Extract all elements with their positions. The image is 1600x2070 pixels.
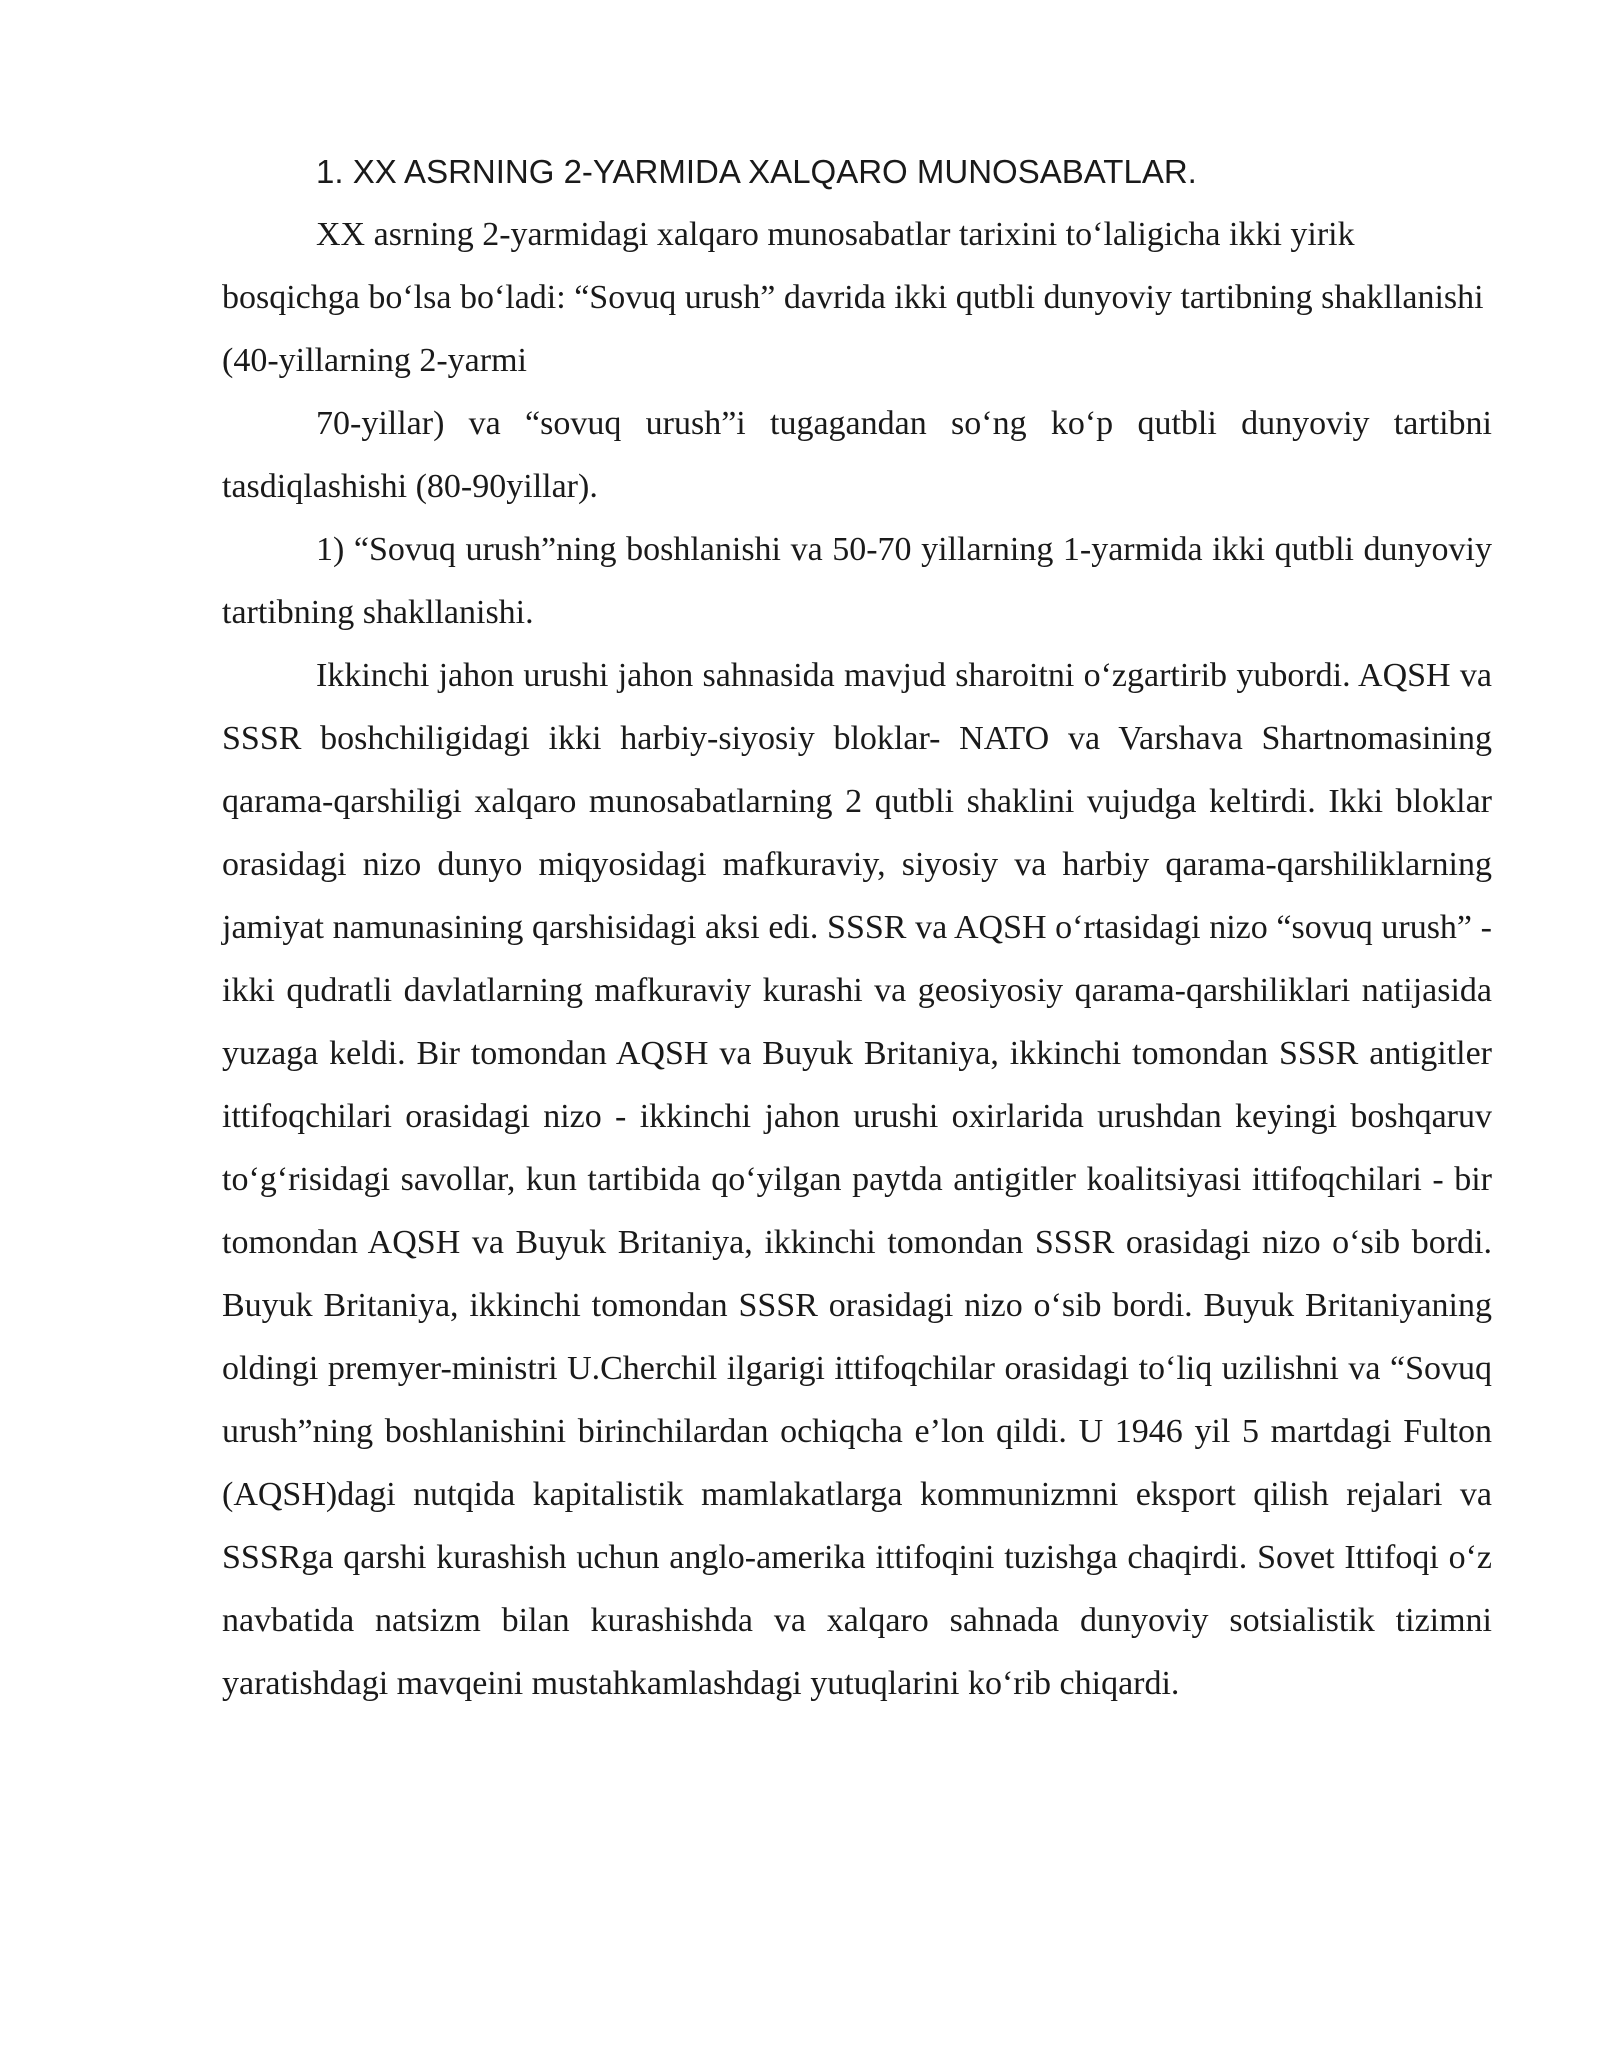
paragraph-body: Ikkinchi jahon urushi jahon sahnasida mavjud sharoitni o‘zgartirib yubordi. AQSH va SSSR boshchiligidagi ikki harbiy-siyosiy bloklar- NATO va Varshava Shartnomasining qarama-qarshiligi xalqaro munosabatlarning 2 qutbli shaklini vujudga keltirdi. Ikki bloklar orasidagi nizo dunyo miqyosidagi mafkuraviy, siyosiy va harbiy qarama-qarshiliklarning jamiyat namunasining qarshisidagi aksi edi. SSSR va AQSH o‘rtasidagi nizo “sovuq urush” - ikki qudratli davlatlarning mafkuraviy kurashi va geosiyosiy qarama-qarshiliklari natijasida yuzaga keldi. Bir tomondan AQSH va Buyuk Britaniya, ikkinchi tomondan SSSR antigitler ittifoqchilari orasidagi nizo - ikkinchi jahon urushi oxirlarida urushdan keyingi boshqaruv to‘g‘risidagi savollar, kun tartibida qo‘yilgan paytda antigitler koalitsiyasi ittifoqchilari - bir tomondan AQSH va Buyuk Britaniya, ikkinchi tomondan SSSR orasidagi nizo o‘sib bordi. Buyuk Britaniya, ikkinchi tomondan SSSR orasidagi nizo o‘sib bordi. Buyuk Britaniyaning oldingi premyer-ministri U.Cherchil ilgarigi ittifoqchilar orasidagi to‘liq uzilishni va “Sovuq urush”ning boshlanishini birinchilardan ochiqcha e’lon qildi. U 1946 yil 5 martdagi Fulton (AQSH)dagi nutqida kapitalistik mamlakatlarga kommunizmni eksport qilish rejalari va SSSRga qarshi kurashish uchun anglo-amerika ittifoqini tuzishga chaqirdi. Sovet Ittifoqi o‘z navbatida natsizm bilan kurashishda va xalqaro sahnada dunyoviy sotsialistik tizimni yaratishdagi mavqeini mustahkamlashdagi yutuqlarini ko‘rib chiqardi. — [222, 657, 1492, 1702]
document-body — [222, 140, 1492, 1715]
paragraph-intro: XX asrning 2-yarmidagi xalqaro munosabatlar tarixini to‘laligicha ikki yirik bosqichga bo‘lsa bo‘ladi: “Sovuq urush” davrida ikki qutbli dunyoviy tartibning shakllanishi (40-yillarning 2-yarmi — [222, 216, 1484, 379]
section-title: 1. XX ASRNING 2-YARMIDA XALQARO MUNOSABATLAR. — [316, 153, 1197, 190]
paragraph-subheading: 1) “Sovuq urush”ning boshlanishi va 50-70 yillarning 1-yarmida ikki qutbli dunyoviy tartibning shakllanishi. — [222, 531, 1492, 631]
paragraph-intro-continued: 70-yillar) va “sovuq urush”i tugagandan so‘ng ko‘p qutbli dunyoviy tartibni tasdiqlashishi (80-90yillar). — [222, 405, 1492, 505]
